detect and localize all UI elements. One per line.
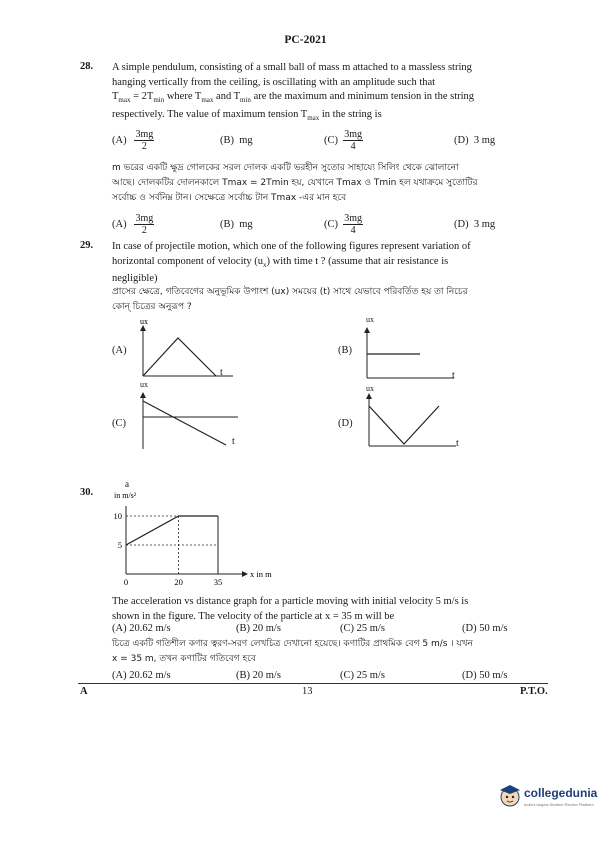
q29-d-y-label: ux [366, 384, 374, 393]
q29-graph-c-label: (C) [112, 418, 126, 429]
q30-line-2: shown in the figure. The velocity of the particle at x = 35 m will be [112, 610, 395, 622]
q29-graph-c [138, 383, 258, 453]
q28-bn-option-d: (D) 3 mg [454, 219, 496, 230]
question-28-bengali [112, 161, 552, 206]
logo-mascot-icon [498, 782, 522, 810]
logo-name: collegedunia [524, 786, 598, 800]
q28-option-a: (A) $\frac{3mg}{2}$ [112, 129, 154, 152]
q30-line-1: The acceleration vs distance graph for a particle moving with initial velocity 5 m/s is [112, 596, 469, 607]
question-30-text [112, 595, 548, 624]
q29-bn-line-1: প্রাসের ক্ষেত্রে, গতিবেগের অনুভূমিক উপাংশ (ux) সময়ের (t) সাথে যেভাবে পরিবর্তিত হয় তা নিচের [112, 287, 468, 297]
q28-option-d: (D) 3 mg [454, 135, 496, 146]
question-number-29: 29. [80, 240, 94, 251]
q30-accel-distance-chart [100, 474, 300, 590]
q30-x-tick-20: 20 [174, 577, 183, 587]
q30-bn-option-c: (C) 25 m/s [340, 670, 385, 681]
q29-graph-b-label: (B) [338, 345, 352, 356]
footer-set-code: A [80, 686, 88, 697]
q29-a-curve [143, 338, 216, 376]
q28-option-c: (C) $\frac{3mg}{4}$ [324, 129, 363, 152]
q30-series-line [126, 516, 218, 545]
collegedunia-logo [498, 780, 598, 820]
q29-graph-a-label: (A) [112, 345, 127, 356]
q30-option-a: (A) 20.62 m/s [112, 623, 171, 634]
question-30-bengali [112, 637, 552, 667]
q30-option-d: (D) 50 m/s [462, 623, 508, 634]
page-header-code: PC-2021 [284, 34, 327, 46]
q29-a-x-label: t [220, 367, 223, 378]
q30-y-tick-5: 5 [117, 540, 122, 550]
q29-graph-d-label: (D) [338, 418, 353, 429]
question-number-30: 30. [80, 487, 94, 498]
q29-bn-line-2: কোন্ চিত্রের অনুরূপ ? [112, 302, 192, 312]
q28-line-3: $T_{max} = 2T_{min}$ where $T_{max}$ and $T_{min}$ are the maximum and minimum tension in the string [112, 91, 475, 105]
q30-option-c: (C) 25 m/s [340, 623, 385, 634]
q28-bn-option-a: (A) $\frac{3mg}{2}$ [112, 213, 154, 236]
q30-option-b: (B) 20 m/s [236, 623, 281, 634]
q29-c-curve [143, 401, 226, 445]
q28-bn-option-c: (C) $\frac{3mg}{4}$ [324, 213, 363, 236]
q29-d-x-label: t [456, 438, 459, 449]
q30-a-label: a [125, 479, 129, 489]
question-number-28: 28. [80, 61, 94, 72]
question-29-bengali [112, 285, 552, 315]
footer-page-number: 13 [302, 686, 313, 697]
q29-a-y-label: ux [140, 317, 148, 326]
q30-x-unit: x in m [250, 569, 272, 579]
q28-bn-line-3: সর্বোচ্চ ও সর্বনিম্ন টান। সেক্ষেত্রে সর্বোচ্চ টান Tmax -এর মান হবে [112, 193, 347, 203]
q28-bn-option-b: (B) mg [220, 219, 253, 230]
q30-y-tick-10: 10 [113, 511, 122, 521]
q29-graph-a [138, 316, 248, 380]
q29-c-y-label: ux [140, 380, 148, 389]
q30-bn-option-d: (D) 50 m/s [462, 670, 508, 681]
question-29-text [112, 240, 548, 287]
q28-line-4: respectively. The value of maximum tension $T_{max}$ in the string is [112, 108, 382, 122]
q29-d-curve [369, 406, 439, 444]
q30-y-unit: in m/s² [114, 491, 137, 500]
q28-option-b: (B) mg [220, 135, 253, 146]
logo-tagline: India's largest Student Review Platform [524, 802, 594, 807]
q29-b-x-label: t [452, 370, 455, 381]
q28-line-2: hanging vertically from the ceiling, is oscillating with an amplitude such that [112, 76, 436, 88]
q30-bn-option-a: (A) 20.62 m/s [112, 670, 171, 681]
q29-line-1: In case of projectile motion, which one of the following figures represent variation of [112, 241, 471, 252]
footer-rule [78, 683, 548, 685]
q30-bn-line-2: x = 35 m, তখন কণাটির গতিবেগ হবে [112, 654, 256, 664]
q30-bn-line-1: চিত্রে একটি গতিশীল কণার ত্বরণ-সরণ লেখচিত্র দেখানো হয়েছে। কণাটির প্রাথমিক বেগ 5 m/s । যখন [112, 639, 473, 649]
q28-line-1: A simple pendulum, consisting of a small ball of mass m attached to a massless string [112, 62, 472, 73]
q30-x-tick-35: 35 [213, 577, 223, 587]
q29-c-x-label: t [232, 436, 235, 447]
q29-graph-b [362, 318, 472, 382]
question-28-text [112, 61, 548, 126]
q29-b-y-label: ux [366, 315, 374, 324]
footer-pto: P.T.O. [520, 686, 548, 697]
q29-line-2: horizontal component of velocity $(u_x)$ with time t ? (assume that air resistance is [112, 255, 449, 269]
q29-line-3: negligible) [112, 273, 158, 285]
q28-bn-line-2: আছে। দোলকটির দোলনকালে Tmax = 2Tmin হয়, যেখানে Tmax ও Tmin হল যথাক্রমে সুতোটির [112, 178, 478, 188]
q30-x-tick-0: 0 [123, 577, 129, 587]
q30-bn-option-b: (B) 20 m/s [236, 670, 281, 681]
q28-bn-line-1: m ভরের একটি ক্ষুদ্র গোলকের সরল দোলক একটি ভরহীন সুতোর সাহায্যে সিলিং থেকে ঝোলানো [112, 163, 459, 173]
